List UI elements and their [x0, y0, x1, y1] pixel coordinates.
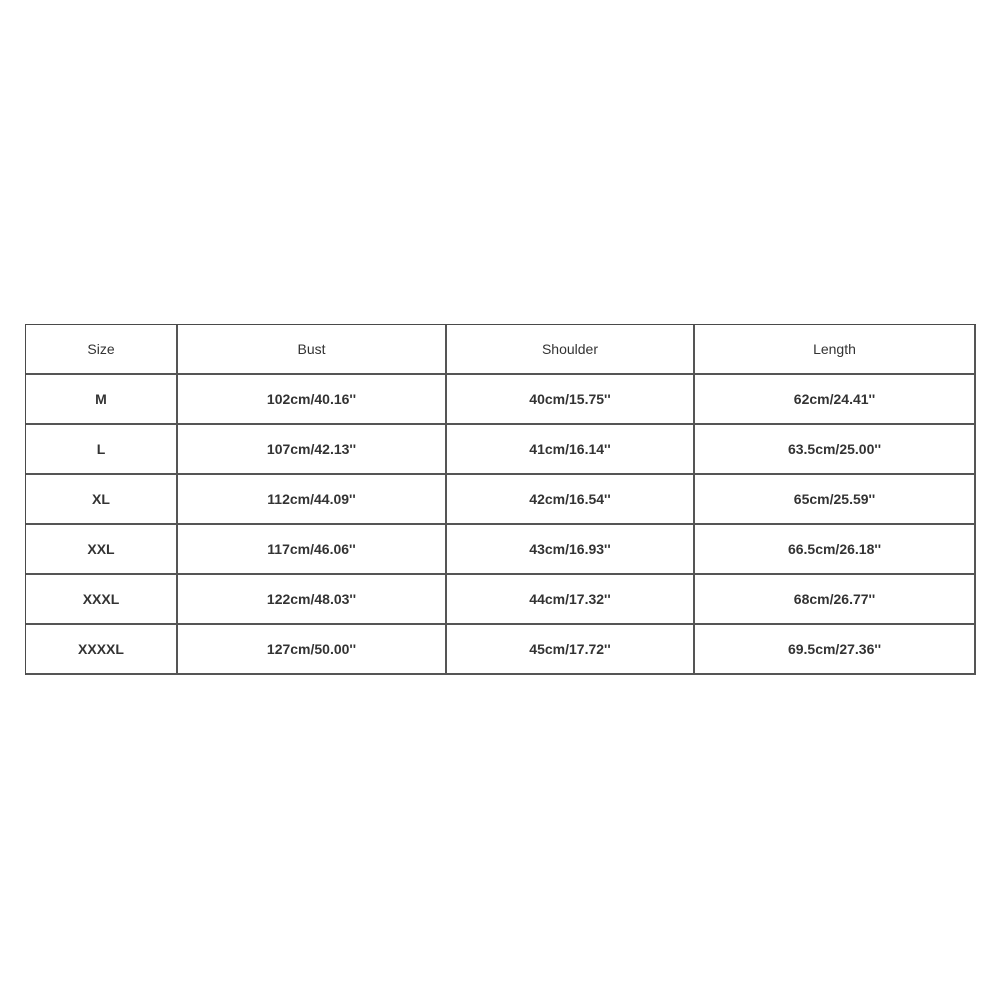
cell-size: XXXXL	[26, 625, 178, 675]
cell-bust: 112cm/44.09''	[178, 475, 447, 525]
cell-size: XL	[26, 475, 178, 525]
cell-length: 68cm/26.77''	[695, 575, 976, 625]
cell-size: M	[26, 375, 178, 425]
table-row	[26, 375, 976, 425]
cell-bust: 102cm/40.16''	[178, 375, 447, 425]
table-header-row	[26, 325, 976, 375]
table-row	[26, 625, 976, 675]
cell-size: L	[26, 425, 178, 475]
header-length: Length	[695, 325, 976, 375]
cell-size: XXL	[26, 525, 178, 575]
cell-length: 69.5cm/27.36''	[695, 625, 976, 675]
cell-shoulder: 40cm/15.75''	[447, 375, 695, 425]
size-chart-table	[25, 324, 976, 675]
table-row	[26, 425, 976, 475]
table-row	[26, 525, 976, 575]
cell-bust: 117cm/46.06''	[178, 525, 447, 575]
cell-length: 65cm/25.59''	[695, 475, 976, 525]
cell-shoulder: 41cm/16.14''	[447, 425, 695, 475]
cell-size: XXXL	[26, 575, 178, 625]
cell-shoulder: 44cm/17.32''	[447, 575, 695, 625]
cell-bust: 107cm/42.13''	[178, 425, 447, 475]
header-size: Size	[26, 325, 178, 375]
cell-length: 66.5cm/26.18''	[695, 525, 976, 575]
header-bust: Bust	[178, 325, 447, 375]
header-shoulder: Shoulder	[447, 325, 695, 375]
cell-shoulder: 45cm/17.72''	[447, 625, 695, 675]
table-row	[26, 475, 976, 525]
cell-length: 63.5cm/25.00''	[695, 425, 976, 475]
cell-shoulder: 42cm/16.54''	[447, 475, 695, 525]
table-row	[26, 575, 976, 625]
cell-bust: 127cm/50.00''	[178, 625, 447, 675]
cell-shoulder: 43cm/16.93''	[447, 525, 695, 575]
cell-bust: 122cm/48.03''	[178, 575, 447, 625]
cell-length: 62cm/24.41''	[695, 375, 976, 425]
